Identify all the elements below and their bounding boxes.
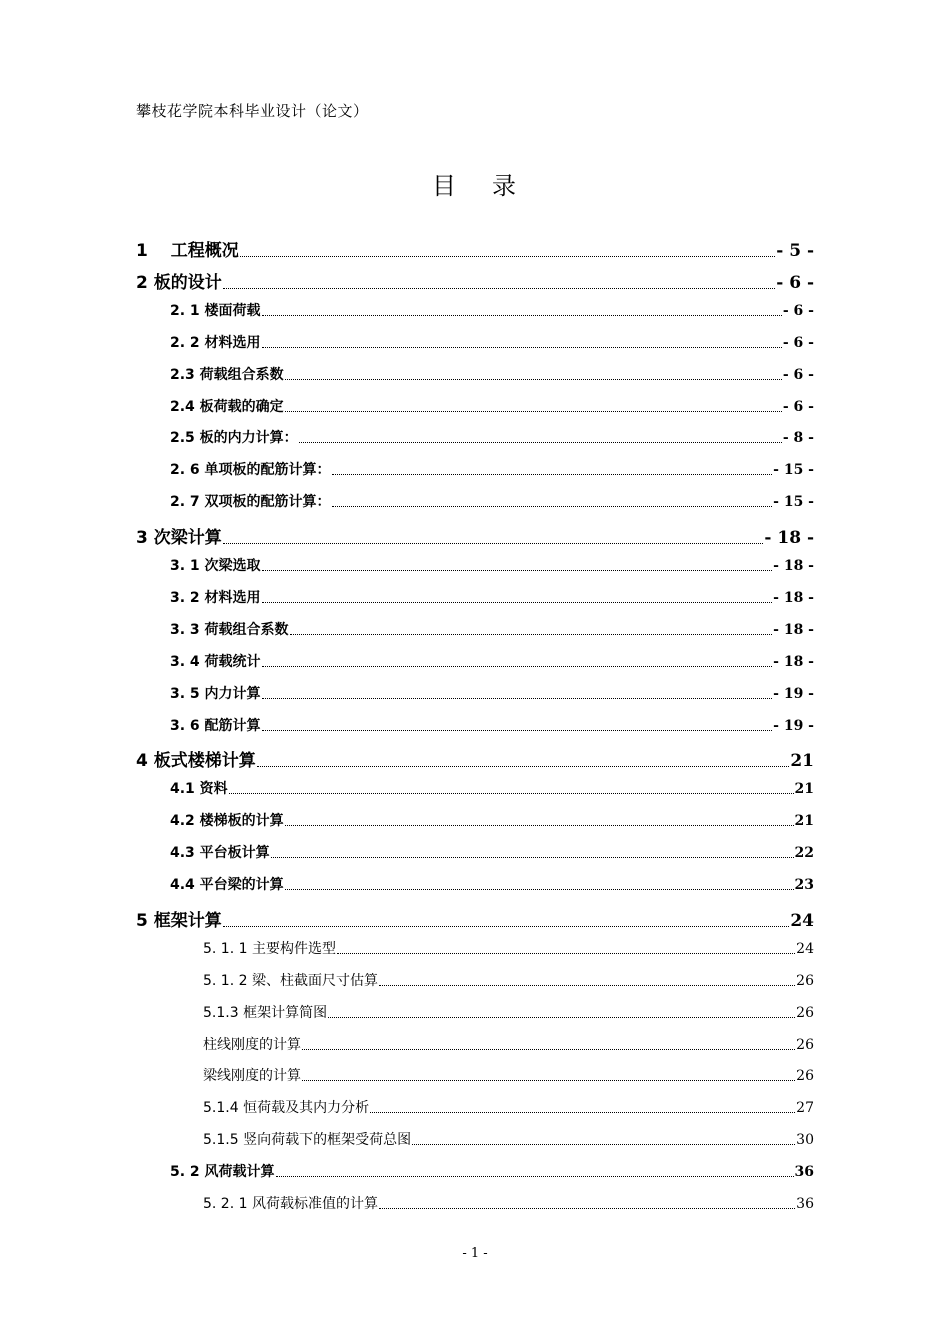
- toc-entry-level-3[interactable]: [203, 1002, 814, 1022]
- toc-entry-page: - 6 -: [776, 272, 814, 293]
- toc-leader-dots: [262, 729, 773, 731]
- toc-entry-level-2[interactable]: [170, 491, 814, 511]
- toc-entry-level-2[interactable]: [170, 300, 814, 320]
- toc-entry-title: 4.3 平台板计算: [170, 845, 270, 862]
- toc-leader-dots: [262, 601, 773, 603]
- toc-entry-title: 4.4 平台梁的计算: [170, 877, 284, 893]
- toc-leader-dots: [229, 792, 794, 794]
- toc-leader-dots: [332, 473, 773, 475]
- toc-entry-level-3[interactable]: [203, 1193, 814, 1213]
- toc-leader-dots: [257, 765, 790, 767]
- toc-entry-level-2[interactable]: [170, 683, 814, 703]
- toc-entry-level-2[interactable]: [170, 427, 814, 447]
- toc-entry-page: - 18 -: [773, 653, 814, 670]
- toc-entry-level-1[interactable]: [136, 906, 814, 931]
- toc-leader-dots: [262, 569, 773, 571]
- toc-leader-dots: [285, 410, 782, 412]
- toc-entry-page: - 8 -: [782, 430, 814, 447]
- toc-entry-title: 3. 4 荷载统计: [170, 653, 261, 670]
- toc-entry-level-2[interactable]: [170, 332, 814, 352]
- toc-entry-page: 21: [790, 751, 814, 772]
- toc-entry-level-3[interactable]: [203, 1065, 814, 1085]
- toc-leader-dots: [290, 633, 773, 635]
- toc-entry-page: - 6 -: [782, 334, 814, 351]
- toc-entry-level-1[interactable]: [136, 236, 814, 261]
- toc-entry-page: - 6 -: [782, 366, 814, 383]
- running-header: 攀枝花学院本科毕业设计（论文）: [136, 102, 369, 120]
- toc-entry-page: 36: [794, 1164, 814, 1181]
- toc-entry-page: - 18 -: [773, 621, 814, 638]
- toc-entry-title: 2.5 板的内力计算：: [170, 430, 298, 447]
- toc-entry-level-3[interactable]: [203, 1034, 814, 1054]
- toc-entry-page: - 6 -: [782, 398, 814, 415]
- toc-leader-dots: [223, 542, 764, 544]
- toc-entry-title: 2.3 荷载组合系数: [170, 366, 284, 383]
- toc-entry-level-1[interactable]: [136, 523, 814, 548]
- toc-entry-page: 23: [794, 877, 814, 893]
- toc-entry-title: 柱线刚度的计算: [203, 1036, 301, 1053]
- toc-entry-level-2[interactable]: [170, 619, 814, 639]
- toc-leader-dots: [285, 824, 794, 826]
- toc-entry-page: - 19 -: [773, 717, 814, 734]
- toc-entry-page: - 18 -: [764, 528, 814, 549]
- toc-leader-dots: [285, 378, 782, 380]
- toc-entry-level-2[interactable]: [170, 459, 814, 479]
- toc-entry-title: 梁线刚度的计算: [203, 1068, 301, 1085]
- toc-entry-page: 24: [796, 940, 814, 957]
- toc-entry-level-2[interactable]: [170, 651, 814, 671]
- toc-entry-page: - 18 -: [773, 558, 814, 574]
- toc-entry-level-3[interactable]: [203, 938, 814, 958]
- toc-entry-title: 2.4 板荷载的确定: [170, 398, 284, 415]
- toc-leader-dots: [412, 1143, 795, 1145]
- toc-entry-title: 3. 6 配筋计算: [170, 717, 261, 734]
- toc-entry-page: 21: [794, 781, 814, 798]
- toc-entry-level-2[interactable]: [170, 555, 814, 575]
- toc-entry-title: 3. 5 内力计算: [170, 685, 261, 702]
- toc-entry-level-2[interactable]: [170, 587, 814, 607]
- toc-entry-title: 1 工程概况: [136, 241, 239, 261]
- toc-leader-dots: [240, 255, 775, 257]
- toc-entry-title: 2. 1 楼面荷载: [170, 302, 261, 319]
- toc-leader-dots: [262, 346, 782, 348]
- toc-entry-level-2[interactable]: [170, 874, 814, 894]
- toc-entry-level-2[interactable]: [170, 364, 814, 384]
- toc-leader-dots: [370, 1111, 795, 1113]
- toc-entry-page: - 15 -: [773, 462, 814, 479]
- toc-leader-dots: [262, 697, 773, 699]
- toc-title-char-1: 目: [432, 172, 458, 200]
- toc-entry-title: 5 框架计算: [136, 910, 222, 931]
- toc-entry-title: 3. 1 次梁选取: [170, 558, 261, 574]
- toc-leader-dots: [262, 314, 782, 316]
- toc-entry-level-1[interactable]: [136, 268, 814, 293]
- toc-leader-dots: [337, 952, 795, 954]
- toc-entry-level-2[interactable]: [170, 810, 814, 830]
- toc-entry-page: - 15 -: [773, 494, 814, 511]
- toc-entry-title: 2. 7 双项板的配筋计算：: [170, 494, 331, 511]
- toc-leader-dots: [302, 1048, 795, 1050]
- toc-leader-dots: [271, 856, 794, 858]
- page-number: - 1 -: [462, 1246, 488, 1261]
- toc-entry-title: 3. 3 荷载组合系数: [170, 621, 289, 638]
- toc-entry-page: 22: [794, 845, 814, 862]
- toc-entry-level-3[interactable]: [203, 1097, 814, 1117]
- toc-title-char-2: 录: [492, 172, 518, 200]
- toc-entry-page: 26: [796, 1004, 814, 1021]
- toc-entry-level-2[interactable]: [170, 1161, 814, 1181]
- toc-entry-title: 5. 2. 1 风荷载标准值的计算: [203, 1196, 378, 1212]
- toc-entry-page: 36: [796, 1196, 814, 1212]
- toc-leader-dots: [299, 441, 782, 443]
- toc-entry-title: 4 板式楼梯计算: [136, 751, 256, 772]
- toc-leader-dots: [262, 665, 773, 667]
- toc-leader-dots: [223, 287, 775, 289]
- toc-entry-title: 2. 6 单项板的配筋计算：: [170, 462, 331, 479]
- toc-entry-level-2[interactable]: [170, 778, 814, 798]
- toc-entry-page: 27: [796, 1100, 814, 1117]
- toc-entry-title: 5.1.4 恒荷载及其内力分析: [203, 1100, 370, 1117]
- toc-entry-page: 21: [794, 813, 814, 830]
- toc-leader-dots: [223, 925, 790, 927]
- toc-entry-level-3[interactable]: [203, 1129, 814, 1149]
- toc-entry-level-2[interactable]: [170, 396, 814, 416]
- toc-entry-title: 3. 2 材料选用: [170, 589, 261, 606]
- toc-entry-title: 4.2 楼梯板的计算: [170, 813, 284, 830]
- toc-entry-title: 3 次梁计算: [136, 528, 222, 549]
- toc-title: [0, 166, 950, 201]
- toc-entry-page: 26: [796, 972, 814, 989]
- toc-entry-title: 2 板的设计: [136, 272, 222, 293]
- toc-entry-level-1[interactable]: [136, 746, 814, 771]
- toc-entry-page: 24: [790, 910, 814, 931]
- toc-entry-page: - 6 -: [782, 302, 814, 319]
- toc-entry-title: 5. 1. 1 主要构件选型: [203, 940, 336, 957]
- toc-entry-level-3[interactable]: [203, 970, 814, 990]
- toc-leader-dots: [379, 984, 795, 986]
- toc-entry-title: 2. 2 材料选用: [170, 334, 261, 351]
- toc-leader-dots: [276, 1175, 794, 1177]
- toc-entry-title: 5. 1. 2 梁、柱截面尺寸估算: [203, 972, 378, 989]
- toc-leader-dots: [328, 1016, 795, 1018]
- toc-entry-title: 5. 2 风荷载计算: [170, 1164, 275, 1181]
- toc-entry-title: 5.1.5 竖向荷载下的框架受荷总图: [203, 1132, 412, 1149]
- toc-entry-level-2[interactable]: [170, 842, 814, 862]
- toc-entry-page: 26: [796, 1068, 814, 1085]
- toc-entry-title: 4.1 资料: [170, 781, 228, 798]
- toc-leader-dots: [285, 888, 794, 890]
- toc-leader-dots: [302, 1079, 795, 1081]
- toc-entry-page: 30: [796, 1132, 814, 1149]
- toc-entry-level-2[interactable]: [170, 715, 814, 735]
- toc-entry-page: - 19 -: [773, 685, 814, 702]
- toc-entry-page: - 18 -: [773, 589, 814, 606]
- toc-entry-page: 26: [796, 1036, 814, 1053]
- toc-entry-title: 5.1.3 框架计算简图: [203, 1004, 328, 1021]
- toc-entry-page: - 5 -: [776, 241, 814, 261]
- toc-leader-dots: [332, 505, 773, 507]
- toc-leader-dots: [379, 1207, 795, 1209]
